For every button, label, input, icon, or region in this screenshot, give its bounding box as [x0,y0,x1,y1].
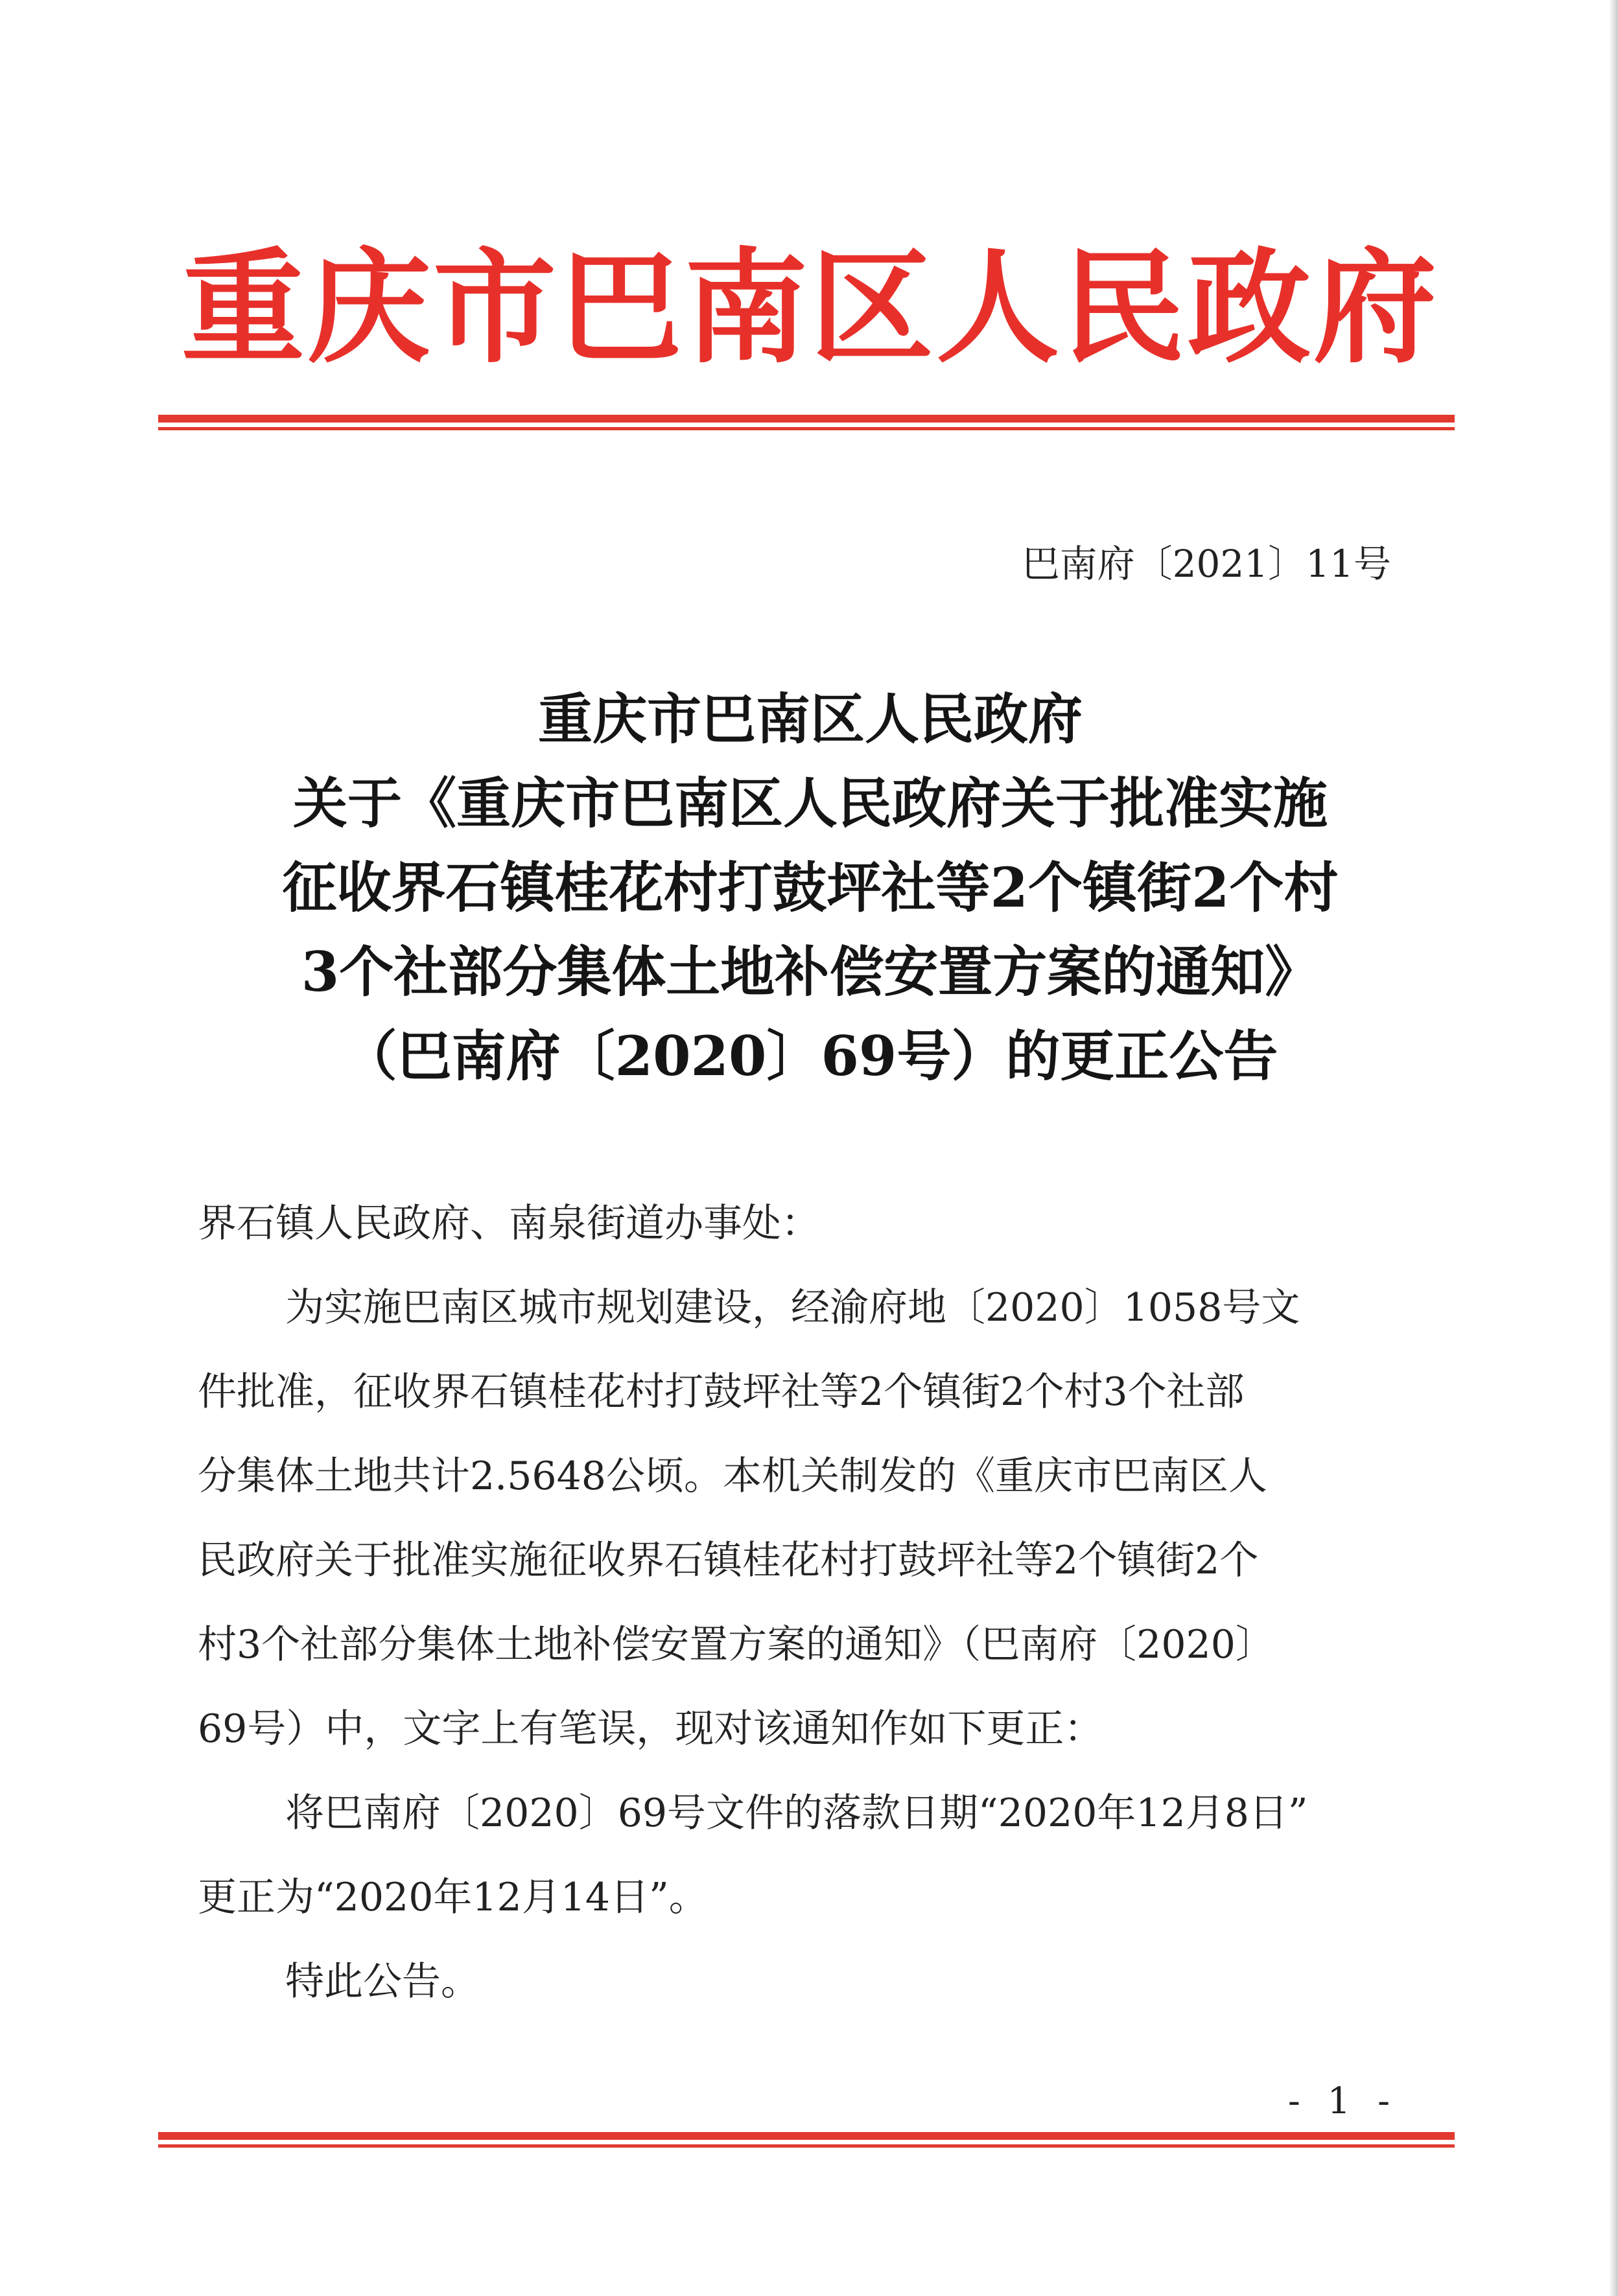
footer-red-rule [158,2132,1455,2148]
closing-line: 特此公告。 [285,1959,480,2004]
title-line: 征收界石镇桂花村打鼓坪社等2个镇街2个村 [282,855,1339,920]
title-line: 重庆市巴南区人民政府 [537,687,1083,751]
body-line: 件批准，征收界石镇桂花村打鼓坪社等2个镇街2个村3个社部 [198,1369,1245,1415]
body-line: 为实施巴南区城市规划建设，经渝府地〔2020〕1058号文 [285,1285,1300,1330]
document-title [130,677,1491,1098]
page-number: - 1 - [1287,2080,1398,2122]
agency-header-title: 重庆市巴南区人民政府 [181,235,1439,380]
body-line: 分集体土地共计2.5648公顷。本机关制发的《重庆市巴南区人 [198,1454,1267,1499]
title-line: 3个社部分集体土地补偿安置方案的通知》 [301,940,1320,1004]
correction-line: 更正为“2020年12月14日”。 [198,1875,708,1920]
body-line: 民政府关于批准实施征收界石镇桂花村打鼓坪社等2个镇街2个 [198,1538,1259,1583]
title-line: （巴南府〔2020〕69号）的更正公告 [342,1024,1278,1088]
title-line: 关于《重庆市巴南区人民政府关于批准实施 [292,771,1328,835]
addressee: 界石镇人民政府、南泉街道办事处： [198,1201,820,1246]
body-line: 村3个社部分集体土地补偿安置方案的通知》（巴南府〔2020〕 [198,1622,1274,1667]
body-line: 69号）中，文字上有笔误，现对该通知作如下更正： [198,1706,1103,1752]
header-red-rule [158,415,1455,430]
document-number: 巴南府〔2021〕11号 [1022,542,1391,586]
correction-line: 将巴南府〔2020〕69号文件的落款日期“2020年12月8日” [285,1791,1308,1836]
scan-edge-shadow [1609,0,1618,2296]
